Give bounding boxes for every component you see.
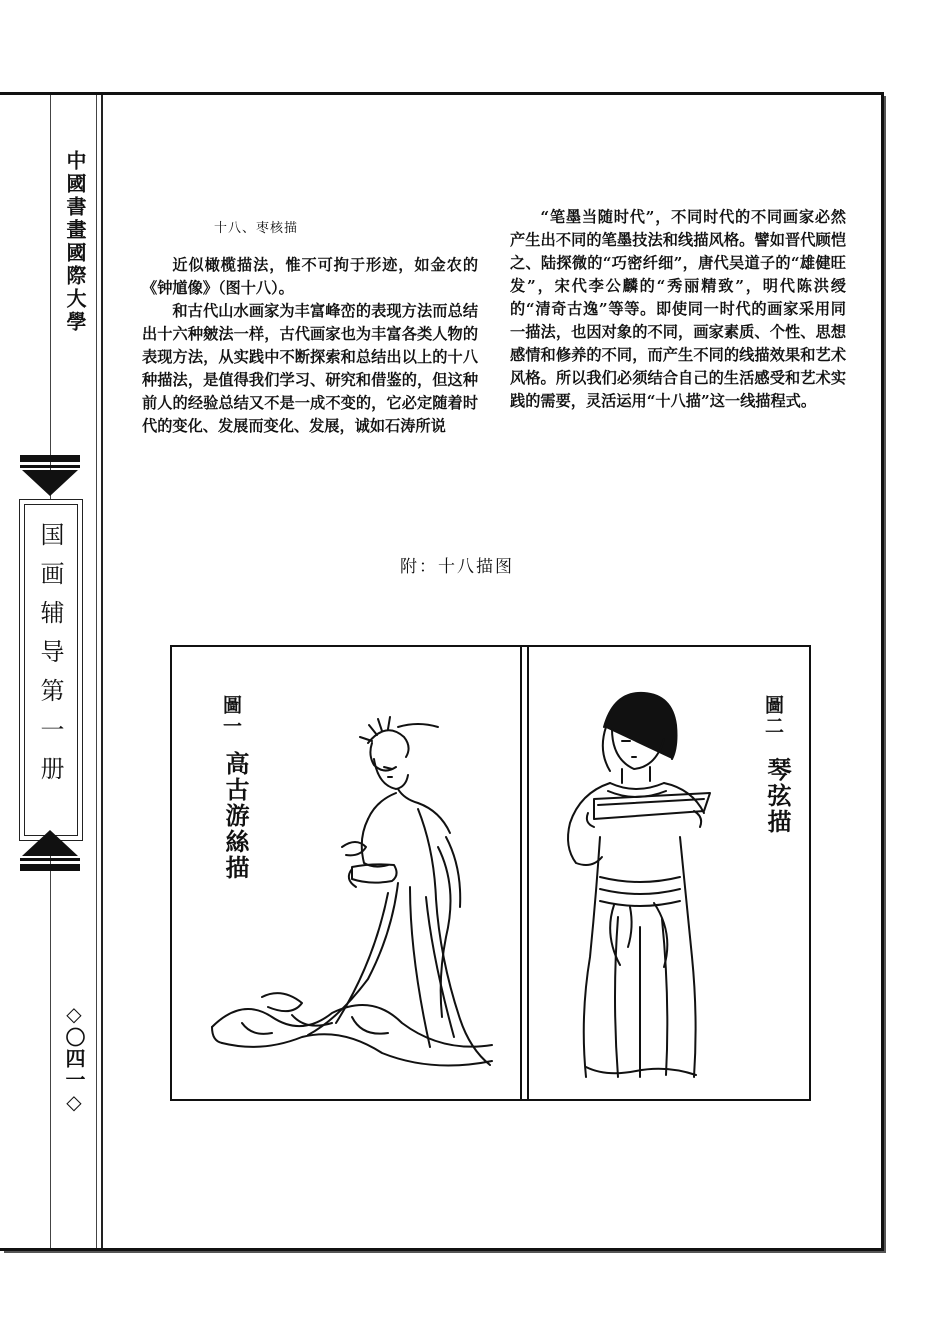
plate-caption-number: 圖一 bbox=[220, 695, 242, 737]
paragraph: 近似橄榄描法，惟不可拘于形迹，如金农的《钟馗像》（图十八）。 bbox=[142, 256, 478, 297]
page-frame-top bbox=[0, 92, 884, 95]
page-frame-shadow bbox=[4, 1251, 886, 1253]
band-bottom bbox=[20, 864, 80, 871]
plate-caption-name: 高古游絲描 bbox=[221, 751, 250, 881]
text-column-right bbox=[510, 206, 846, 413]
volume-title: 国画辅导第一册 bbox=[36, 522, 64, 795]
plate-caption-number: 圖二 bbox=[762, 695, 784, 737]
band-top bbox=[20, 465, 80, 468]
paragraph: “笔墨当随时代”，不同时代的不同画家必然产生出不同的笔墨技法和线描风格。譬如晋代顾恺之、陆探微的“巧密纤细”，唐代吴道子的“雄健旺发”，宋代李公麟的“秀丽精致”，明代陈洪绶的“清奇古逸”等等。即使同一时代的画家采用同一描法，也因对象的不同，画家素质、个性、思想感情和修养的不同，而产生不同的线描效果和艺术风格。所以我们必须结合自己的生活感受和艺术实践的需要，灵活运用“十八描”这一线描程式。 bbox=[510, 208, 846, 410]
sidebar-rule bbox=[96, 95, 97, 1248]
school-name: 中國書畫國際大學 bbox=[63, 150, 87, 334]
page-number: ◇〇四一◇ bbox=[63, 998, 85, 1119]
figure-lady-with-tray-illustration bbox=[544, 687, 744, 1087]
spine-rule bbox=[101, 95, 103, 1248]
text-column-left bbox=[142, 218, 478, 438]
plate-divider bbox=[520, 647, 529, 1099]
chevron-down-ornament-icon bbox=[22, 470, 78, 496]
section-heading: 十八、枣核描 bbox=[214, 221, 299, 236]
figure-lady-reading-illustration bbox=[202, 697, 502, 1097]
band-top bbox=[20, 455, 80, 462]
appendix-title: 附：十八描图 bbox=[400, 557, 514, 577]
chevron-up-ornament-icon bbox=[22, 830, 78, 856]
illustration-plates bbox=[170, 645, 811, 1101]
page-frame-shadow bbox=[884, 96, 886, 1253]
plate-caption-name: 琴弦描 bbox=[763, 757, 792, 835]
band-bottom bbox=[20, 858, 80, 861]
paragraph: 和古代山水画家为丰富峰峦的表现方法而总结出十六种皴法一样，古代画家也为丰富各类人物的表现方法，从实践中不断探索和总结出以上的十八种描法，是值得我们学习、研究和借鉴的，但这种前人的经验总结又不是一成不变的，它必定随着时代的变化、发展而变化、发展，诚如石涛所说 bbox=[142, 302, 478, 435]
